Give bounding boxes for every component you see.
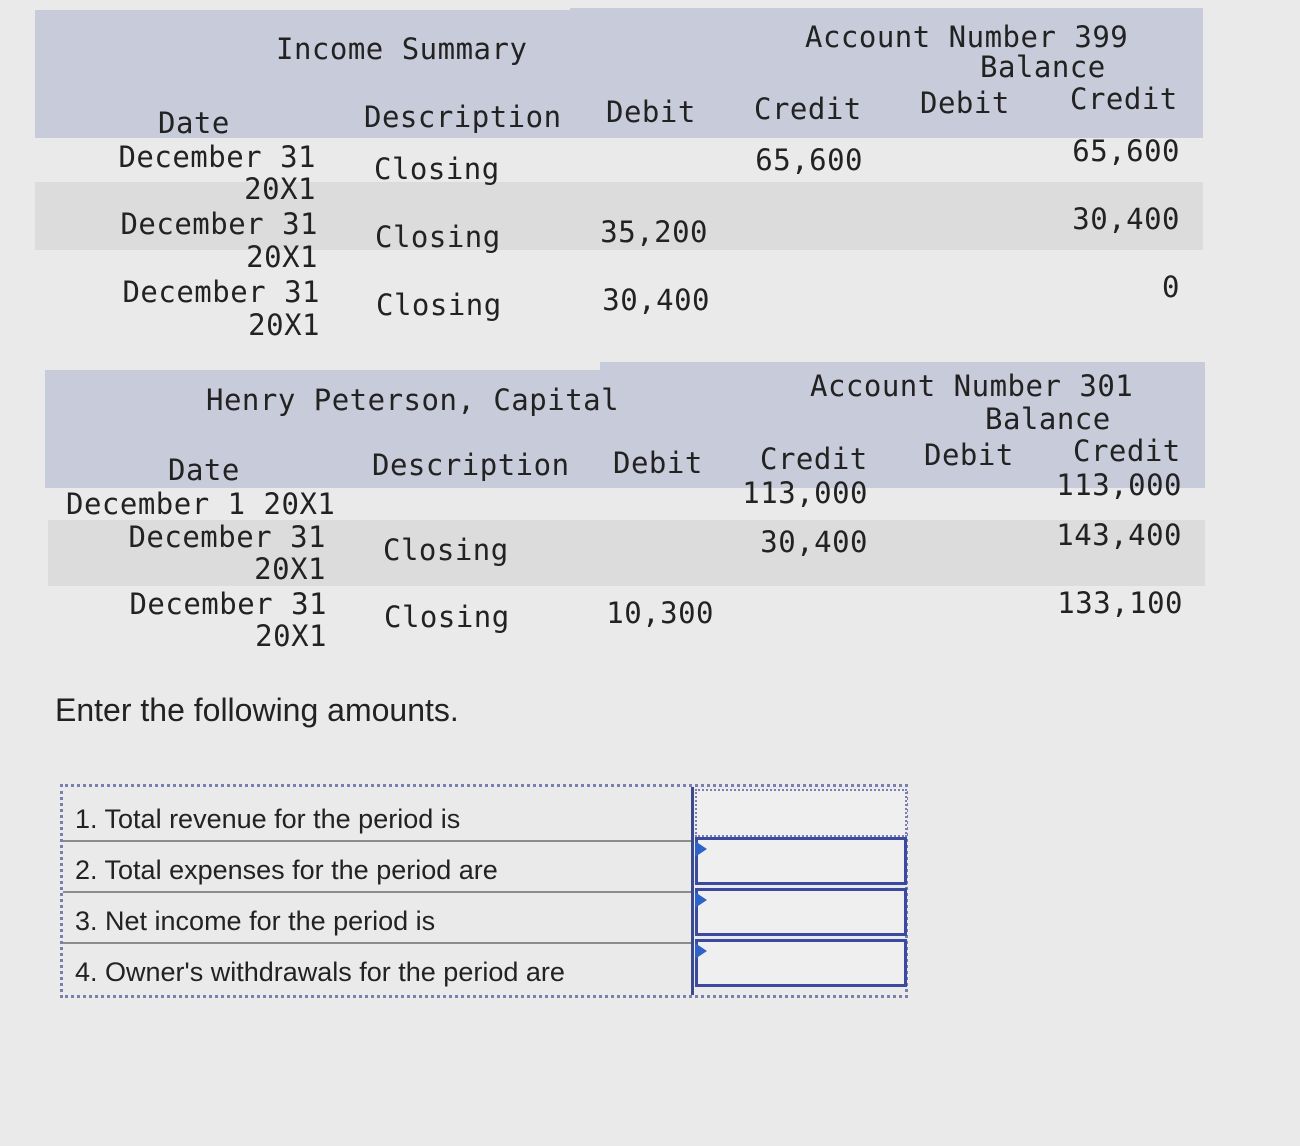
col-balance-credit: Credit <box>1070 82 1178 116</box>
row-credit: 30,400 <box>760 525 868 559</box>
row-description: Closing <box>375 220 501 254</box>
col-debit: Debit <box>613 446 703 480</box>
col-date: Date <box>158 106 230 140</box>
row-debit: 35,200 <box>600 215 708 249</box>
row-debit: 30,400 <box>602 283 710 317</box>
row-balance-credit: 133,100 <box>1057 586 1183 620</box>
row-credit: 65,600 <box>755 143 863 177</box>
row-debit: 10,300 <box>606 596 714 630</box>
total-expenses-input[interactable] <box>695 837 907 885</box>
question-4: 4. Owner's withdrawals for the period are <box>75 957 565 987</box>
question-1: 1. Total revenue for the period is <box>63 791 693 842</box>
col-balance-credit: Credit <box>1073 434 1181 468</box>
row-date: December 31 <box>118 140 316 174</box>
col-date: Date <box>168 453 240 487</box>
row-description: Closing <box>384 600 510 634</box>
row-balance-credit: 0 <box>1162 270 1180 304</box>
col-credit: Credit <box>754 92 862 126</box>
row-description: Closing <box>376 288 502 322</box>
row-date-year: 20X1 <box>255 619 327 653</box>
account-number: Account Number 301 <box>810 369 1134 403</box>
column-divider <box>691 787 694 995</box>
col-description: Description <box>372 448 570 482</box>
total-revenue-input[interactable] <box>695 789 907 837</box>
account-number: Account Number 399 <box>805 20 1129 54</box>
row-date: December 31 <box>120 207 318 241</box>
withdrawals-input[interactable] <box>695 939 907 987</box>
row-date-year: 20X1 <box>246 240 318 274</box>
row-credit: 113,000 <box>742 476 868 510</box>
ledger-title: Henry Peterson, Capital <box>206 383 620 417</box>
net-income-input[interactable] <box>695 888 907 936</box>
col-balance-debit: Debit <box>920 86 1010 120</box>
row-description: Closing <box>374 152 500 186</box>
row-description: Closing <box>383 533 509 567</box>
row-balance-credit: 143,400 <box>1056 518 1182 552</box>
question-2: 2. Total expenses for the period are <box>63 842 693 893</box>
row-date-year: 20X1 <box>254 552 326 586</box>
question-3: 3. Net income for the period is <box>63 893 693 944</box>
col-credit: Credit <box>760 442 868 476</box>
col-description: Description <box>364 100 562 134</box>
row-date: December 31 <box>128 520 326 554</box>
row-date-year: 20X1 <box>244 172 316 206</box>
col-balance-debit: Debit <box>924 438 1014 472</box>
row-date-year: 20X1 <box>248 308 320 342</box>
row-date: December 31 <box>122 275 320 309</box>
ledger-title: Income Summary <box>276 32 528 66</box>
balance-label: Balance <box>980 50 1106 84</box>
instructions: Enter the following amounts. <box>55 692 459 728</box>
row-date: December 31 <box>129 587 327 621</box>
row-date: December 1 20X1 <box>66 487 336 521</box>
balance-label: Balance <box>985 402 1111 436</box>
row-balance-credit: 113,000 <box>1056 468 1182 502</box>
col-debit: Debit <box>606 95 696 129</box>
row-balance-credit: 65,600 <box>1072 134 1180 168</box>
entry-marker-icon <box>695 841 707 857</box>
entry-marker-icon <box>695 892 707 908</box>
entry-marker-icon <box>695 943 707 959</box>
answer-table <box>60 784 908 998</box>
row-balance-credit: 30,400 <box>1072 202 1180 236</box>
